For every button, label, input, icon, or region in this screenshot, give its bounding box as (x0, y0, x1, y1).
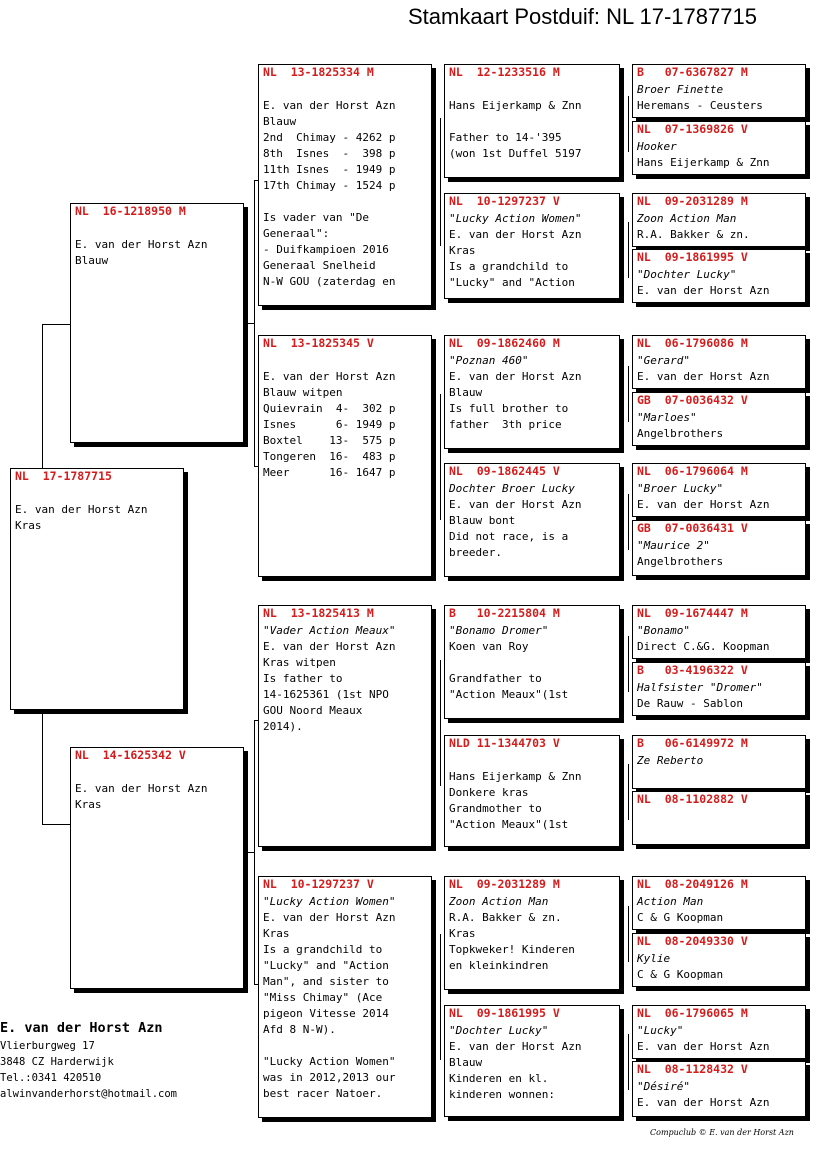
pigeon-info-line: Is a grandchild to (449, 260, 569, 273)
pigeon-name: Action Man (637, 895, 704, 908)
connector (440, 934, 441, 1060)
pigeon-info-line: Meer 16- 1647 p (263, 466, 396, 479)
pigeon-info-line: Angelbrothers (637, 555, 724, 568)
pigeon-info-line: Kras (75, 798, 102, 811)
ring-number: NL 08-2049330 V (637, 934, 748, 948)
pigeon-info-line: R.A. Bakker & zn. (637, 228, 750, 241)
pigeon-card-g4-2[interactable] (632, 121, 806, 175)
ring-number: NL 06-1796086 M (637, 336, 748, 350)
pigeon-info-line: Man", and sister to (263, 975, 389, 988)
pigeon-info-line: was in 2012,2013 our (263, 1071, 396, 1084)
pigeon-card-ddd[interactable] (444, 1005, 620, 1117)
pigeon-card-dss[interactable] (444, 605, 620, 719)
pigeon-card-dam[interactable] (70, 747, 244, 989)
pigeon-card-sss[interactable] (444, 64, 620, 178)
ring-number: B 06-6149972 M (637, 736, 748, 750)
page-title: Stamkaart Postduif: NL 17-1787715 (408, 4, 757, 29)
pigeon-info-line: 17th Chimay - 1524 p (263, 179, 396, 192)
pigeon-name: "Bonamo Dromer" (449, 624, 549, 637)
pigeon-card-g4-14[interactable] (632, 933, 806, 987)
pigeon-info-line: E. van der Horst Azn (637, 1040, 770, 1053)
pigeon-info-line: E. van der Horst Azn (449, 370, 582, 383)
owner-block (0, 1018, 177, 1102)
pigeon-info-line: Hans Eijerkamp & Znn (637, 156, 770, 169)
ring-number: NL 16-1218950 M (75, 204, 186, 218)
ring-number: NL 09-1862460 M (449, 336, 560, 350)
pigeon-info-line: GOU Noord Meaux (263, 704, 363, 717)
pigeon-card-g4-3[interactable] (632, 193, 806, 247)
pigeon-info-line: Kras (449, 244, 476, 257)
pigeon-info-line: Quievrain 4- 302 p (263, 402, 396, 415)
pigeon-info-line: Blauw bont (449, 514, 516, 527)
pigeon-info-line: Hans Eijerkamp & Znn (449, 99, 582, 112)
pigeon-info-line (449, 114, 615, 130)
pigeon-info-line: Generaal Snelheid (263, 259, 376, 272)
pigeon-card-ss[interactable] (258, 64, 432, 306)
pigeon-card-g4-10[interactable] (632, 662, 806, 716)
ring-number: NL 13-1825413 M (263, 606, 374, 620)
pigeon-info-line: E. van der Horst Azn (263, 640, 396, 653)
connector (254, 720, 255, 984)
connector (628, 96, 629, 152)
pigeon-info-line: Did not race, is a (449, 530, 569, 543)
pigeon-info-line: Kinderen en kl. (449, 1072, 549, 1085)
pigeon-info-line: Grandmother to (449, 802, 542, 815)
pigeon-name: "Bonamo" (637, 624, 690, 637)
connector (244, 852, 254, 853)
pigeon-info-line: Hans Eijerkamp & Znn (449, 770, 582, 783)
pigeon-info-line: 14-1625361 (1st NPO (263, 688, 389, 701)
pigeon-info-line: E. van der Horst Azn (637, 284, 770, 297)
connector (440, 660, 441, 786)
pigeon-info-line: E. van der Horst Azn (637, 1096, 770, 1109)
connector (628, 636, 629, 692)
pigeon-info-line: Is full brother to (449, 402, 569, 415)
pigeon-info-line: Tongeren 16- 483 p (263, 450, 396, 463)
pigeon-name: "Marloes" (637, 411, 697, 424)
pigeon-info-line: (won 1st Duffel 5197 (449, 147, 582, 160)
ring-number: NL 08-1102882 V (637, 792, 748, 806)
ring-number: NL 13-1825334 M (263, 65, 374, 79)
pigeon-name: Hooker (637, 140, 677, 153)
ring-number: NL 08-1128432 V (637, 1062, 748, 1076)
pigeon-card-subject[interactable] (10, 468, 184, 710)
pigeon-info-line: E. van der Horst Azn (263, 370, 396, 383)
pigeon-info-line: "Action Meaux"(1st (449, 688, 569, 701)
pigeon-info-line: 8th Isnes - 398 p (263, 147, 396, 160)
connector (628, 906, 629, 962)
ring-number: NL 13-1825345 V (263, 336, 374, 350)
footer-credit: Compuclub © E. van der Horst Azn (650, 1128, 794, 1137)
pigeon-card-g4-1[interactable] (632, 64, 806, 118)
pigeon-card-g4-11[interactable] (632, 735, 806, 789)
ring-number: NL 09-2031289 M (637, 194, 748, 208)
pigeon-info-line: N-W GOU (zaterdag en (263, 275, 396, 288)
pigeon-info-line: Kras (263, 927, 290, 940)
pigeon-card-g4-15[interactable] (632, 1005, 806, 1059)
pigeon-name: "Maurice 2" (637, 539, 710, 552)
ring-number: NL 09-1862445 V (449, 464, 560, 478)
pigeon-info-line: Afd 8 N-W). (263, 1023, 336, 1036)
pigeon-name: "Dochter Lucky" (637, 268, 737, 281)
pigeon-name: "Désiré" (637, 1080, 690, 1093)
pigeon-name: Dochter Broer Lucky (449, 482, 575, 495)
owner-city: 3848 CZ Harderwijk (0, 1056, 114, 1068)
pigeon-card-g4-5[interactable] (632, 335, 806, 389)
connector (628, 366, 629, 422)
pigeon-name: "Broer Lucky" (637, 482, 724, 495)
pigeon-info-line: E. van der Horst Azn (637, 370, 770, 383)
pigeon-info-line: C & G Koopman (637, 911, 724, 924)
pigeon-name (15, 486, 179, 502)
pigeon-info-line: E. van der Horst Azn (75, 782, 208, 795)
pigeon-info-line: "Lucky" and "Action (449, 276, 575, 289)
pigeon-name: "Lucky" (637, 1024, 684, 1037)
pigeon-card-g4-8[interactable] (632, 520, 806, 576)
pigeon-info-line: E. van der Horst Azn (263, 99, 396, 112)
pigeon-name: "Lucky Action Women" (449, 212, 582, 225)
pigeon-info-line: "Action Meaux"(1st (449, 818, 569, 831)
pigeon-card-sds[interactable] (444, 335, 620, 449)
pigeon-card-ssd[interactable] (444, 193, 620, 299)
pigeon-info-line (449, 655, 615, 671)
pigeon-info-line: Grandfather to (449, 672, 542, 685)
pigeon-info-line: "Lucky Action Women" (263, 1055, 396, 1068)
ring-number: NL 07-1369826 V (637, 122, 748, 136)
pigeon-info-line: E. van der Horst Azn (449, 1040, 582, 1053)
connector (42, 324, 43, 468)
ring-number: B 03-4196322 V (637, 663, 748, 677)
pigeon-name (449, 753, 615, 769)
connector (244, 323, 254, 324)
pigeon-info-line (263, 194, 427, 210)
pigeon-name (263, 82, 427, 98)
pigeon-info-line: Is a grandchild to (263, 943, 383, 956)
owner-phone: Tel.:0341 420510 (0, 1072, 102, 1084)
pigeon-info-line: 2014). (263, 720, 303, 733)
pigeon-info-line: Is father to (263, 672, 343, 685)
ring-number: NL 12-1233516 M (449, 65, 560, 79)
pigeon-info-line: Topkweker! Kinderen (449, 943, 575, 956)
pigeon-card-g4-16[interactable] (632, 1061, 806, 1117)
ring-number: NLD 11-1344703 V (449, 736, 560, 750)
pigeon-card-sire[interactable] (70, 203, 244, 443)
connector (628, 1034, 629, 1090)
pigeon-card-dsd[interactable] (444, 735, 620, 847)
pigeon-info-line: Blauw witpen (263, 386, 343, 399)
pigeon-info-line (263, 1038, 427, 1054)
pigeon-info-line: E. van der Horst Azn (15, 503, 148, 516)
pigeon-name (449, 82, 615, 98)
pigeon-name: "Poznan 460" (449, 354, 529, 367)
pigeon-card-g4-7[interactable] (632, 463, 806, 517)
connector (628, 764, 629, 820)
ring-number: NL 17-1787715 (15, 469, 112, 483)
pigeon-card-dds[interactable] (444, 876, 620, 990)
pigeon-card-dd[interactable] (258, 876, 432, 1118)
pigeon-name: "Vader Action Meaux" (263, 624, 396, 637)
owner-address: Vlierburgweg 17 (0, 1040, 95, 1052)
pigeon-info-line: Heremans - Ceusters (637, 99, 763, 112)
ring-number: NL 10-1297237 V (263, 877, 374, 891)
pigeon-info-line: Kras (449, 927, 476, 940)
ring-number: NL 10-1297237 V (449, 194, 560, 208)
pigeon-info-line: Boxtel 13- 575 p (263, 434, 396, 447)
pigeon-info-line: father 3th price (449, 418, 562, 431)
connector (628, 222, 629, 278)
ring-number: NL 09-2031289 M (449, 877, 560, 891)
ring-number: NL 09-1674447 M (637, 606, 748, 620)
pigeon-info-line: - Duifkampioen 2016 (263, 243, 389, 256)
connector (42, 324, 70, 325)
pigeon-info-line: E. van der Horst Azn (637, 498, 770, 511)
pigeon-name: Zoon Action Man (449, 895, 549, 908)
pigeon-info-line: 2nd Chimay - 4262 p (263, 131, 396, 144)
pigeon-info-line: 11th Isnes - 1949 p (263, 163, 396, 176)
ring-number: B 10-2215804 M (449, 606, 560, 620)
connector (440, 394, 441, 520)
pigeon-name (75, 221, 239, 237)
pigeon-info-line: Koen van Roy (449, 640, 529, 653)
pigeon-info-line: C & G Koopman (637, 968, 724, 981)
pigeon-info-line: kinderen wonnen: (449, 1088, 555, 1101)
pigeon-card-sdd[interactable] (444, 463, 620, 577)
pigeon-info-line: Blauw (449, 1056, 483, 1069)
pigeon-name: "Lucky Action Women" (263, 895, 396, 908)
pigeon-info-line: Blauw (449, 386, 483, 399)
pigeon-info-line: pigeon Vitesse 2014 (263, 1007, 389, 1020)
pigeon-card-g4-13[interactable] (632, 876, 806, 930)
pigeon-card-g4-9[interactable] (632, 605, 806, 659)
pigeon-name: "Dochter Lucky" (449, 1024, 549, 1037)
pigeon-info-line: "Lucky" and "Action (263, 959, 389, 972)
ring-number: GB 07-0036431 V (637, 521, 748, 535)
pigeon-info-line: Isnes 6- 1949 p (263, 418, 396, 431)
pigeon-info-line: en kleinkindren (449, 959, 549, 972)
pigeon-info-line: E. van der Horst Azn (263, 911, 396, 924)
pigeon-name: Broer Finette (637, 83, 724, 96)
pigeon-info-line: De Rauw - Sablon (637, 697, 743, 710)
ring-number: B 07-6367827 M (637, 65, 748, 79)
connector (440, 118, 441, 246)
pigeon-info-line: best racer Natoer. (263, 1087, 383, 1100)
ring-number: GB 07-0036432 V (637, 393, 748, 407)
pigeon-card-g4-4[interactable] (632, 249, 806, 303)
pigeon-info-line: Is vader van "De (263, 211, 369, 224)
owner-email[interactable]: alwinvanderhorst@hotmail.com (0, 1088, 178, 1100)
ring-number: NL 06-1796065 M (637, 1006, 748, 1020)
pigeon-info-line: Kras (15, 519, 42, 532)
pigeon-info-line: "Miss Chimay" (Ace (263, 991, 383, 1004)
pigeon-card-ds[interactable] (258, 605, 432, 847)
pigeon-info-line: E. van der Horst Azn (75, 238, 208, 251)
connector (42, 824, 70, 825)
pigeon-info-line: E. van der Horst Azn (449, 228, 582, 241)
pigeon-info-line: E. van der Horst Azn (449, 498, 582, 511)
pigeon-info-line: Kras witpen (263, 656, 336, 669)
pigeon-name: Zoon Action Man (637, 212, 737, 225)
pigeon-name (75, 765, 239, 781)
pigeon-info-line: Donkere kras (449, 786, 529, 799)
pigeon-name: Ze Reberto (637, 754, 704, 767)
ring-number: NL 09-1861995 V (637, 250, 748, 264)
pigeon-name: Halfsister "Dromer" (637, 681, 763, 694)
ring-number: NL 08-2049126 M (637, 877, 748, 891)
pigeon-card-g4-12[interactable] (632, 791, 806, 845)
pigeon-name (263, 353, 427, 369)
pigeon-card-g4-6[interactable] (632, 392, 806, 446)
pigeon-info-line: Blauw (263, 115, 297, 128)
pigeon-info-line: Angelbrothers (637, 427, 724, 440)
pigeon-info-line: Generaal": (263, 227, 330, 240)
pigeon-name: Kylie (637, 952, 671, 965)
pigeon-card-sd[interactable] (258, 335, 432, 577)
pigeon-info-line: Direct C.&G. Koopman (637, 640, 770, 653)
ring-number: NL 14-1625342 V (75, 748, 186, 762)
connector (42, 712, 43, 824)
pigeon-info-line: Father to 14-'395 (449, 131, 562, 144)
pigeon-info-line: breeder. (449, 546, 502, 559)
connector (628, 494, 629, 550)
ring-number: NL 09-1861995 V (449, 1006, 560, 1020)
owner-name: E. van der Horst Azn (0, 1020, 163, 1036)
pigeon-info-line: R.A. Bakker & zn. (449, 911, 562, 924)
pigeon-info-line: Blauw (75, 254, 109, 267)
pigeon-name: "Gerard" (637, 354, 690, 367)
ring-number: NL 06-1796064 M (637, 464, 748, 478)
connector (254, 180, 255, 466)
